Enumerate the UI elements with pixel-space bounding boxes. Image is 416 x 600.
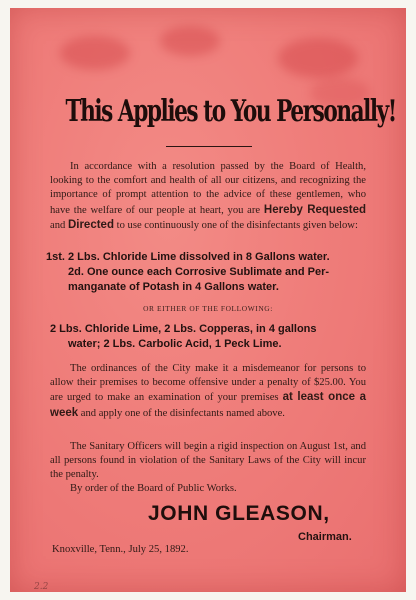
ordinance-paragraph [50, 362, 366, 421]
title-rule [166, 146, 252, 147]
option1-line: 2d. One ounce each Corrosive Sublimate and Per- [68, 266, 330, 278]
either-label: OR EITHER OF THE FOLLOWING: [143, 304, 273, 313]
poster-sheet [10, 8, 406, 592]
intro-text: and [50, 219, 68, 231]
dateline: Knoxville, Tenn., July 25, 1892. [52, 544, 189, 555]
ordinance-emphasis: at least once a week [50, 391, 366, 419]
option1-line: manganate of Potash in 4 Gallons water. [68, 281, 279, 293]
pencil-mark: 2.2 [34, 582, 49, 592]
signature-title: Chairman. [298, 531, 352, 543]
intro-text: In accordance with a resolution passed by the Board of Health, looking to the comfort and health of all our citizens, and recognizing the importance of prompt attention to the advice of these gentlemen, who have the welfare of our people at heart, you are [50, 161, 366, 216]
intro-emphasis: Directed [67, 218, 114, 231]
poster-title: This Applies to You Personally! [65, 94, 396, 129]
intro-emphasis: Hereby Requested [263, 203, 366, 216]
intro-text: to use continuously one of the disinfectants given below: [113, 219, 358, 231]
intro-paragraph [50, 160, 366, 233]
stain [160, 26, 220, 56]
stain [278, 38, 358, 78]
ordinance-text: and apply one of the disinfectants named above. [78, 407, 285, 419]
order-line: By order of the Board of Public Works. [70, 483, 237, 494]
inspection-paragraph: The Sanitary Officers will begin a rigid inspection on August 1st, and all persons found in violation of the Sanitary Laws of the City will incur the penalty. [50, 441, 366, 481]
signature: JOHN GLEASON, [148, 502, 330, 525]
option2-line: water; 2 Lbs. Carbolic Acid, 1 Peck Lime. [68, 338, 282, 350]
stain [60, 36, 130, 70]
option1-line: 1st. 2 Lbs. Chloride Lime dissolved in 8 Gallons water. [46, 251, 330, 263]
option2-line: 2 Lbs. Chloride Lime, 2 Lbs. Copperas, in 4 gallons [50, 323, 317, 335]
ordinance-text: The ordinances of the City make it a misdemeanor for persons to allow their premises to become offensive under a penalty of $25.00. You are urged to make an examination of your premises [50, 363, 366, 404]
